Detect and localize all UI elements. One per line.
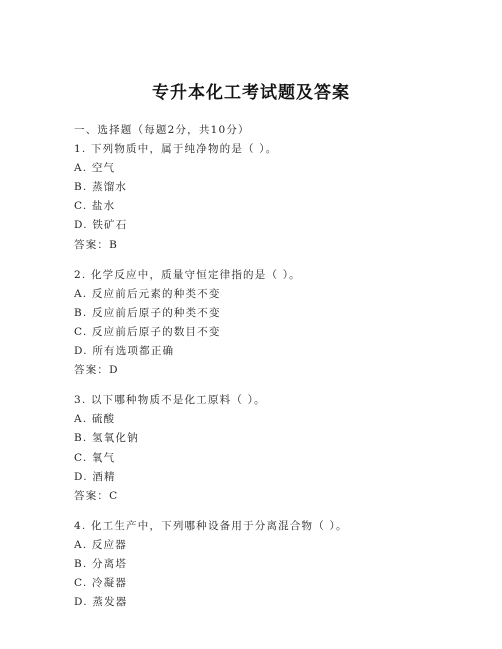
question-4-option-d: D. 蒸发器 bbox=[74, 596, 128, 609]
question-1-option-a: A. 空气 bbox=[74, 162, 116, 175]
question-1-stem: 1. 下列物质中，属于纯净物的是（ ）。 bbox=[74, 143, 278, 156]
spacer bbox=[74, 255, 474, 266]
spacer bbox=[74, 380, 474, 391]
question-2-stem: 2. 化学反应中，质量守恒定律指的是（ ）。 bbox=[74, 268, 301, 281]
question-1-option-d: D. 铁矿石 bbox=[74, 219, 128, 232]
question-4-option-a: A. 反应器 bbox=[74, 538, 127, 551]
question-3-option-c: C. 氧气 bbox=[74, 451, 116, 464]
question-2-answer: 答案：D bbox=[74, 364, 119, 377]
question-3-option-d: D. 酒精 bbox=[74, 470, 116, 483]
question-2-option-b: B. 反应前后原子的种类不变 bbox=[74, 306, 221, 319]
question-2-option-c: C. 反应前后原子的数目不变 bbox=[74, 325, 221, 338]
question-1-answer: 答案：B bbox=[74, 238, 119, 251]
document-title: 专升本化工考试题及答案 bbox=[152, 83, 350, 103]
question-1-option-b: B. 蒸馏水 bbox=[74, 181, 128, 194]
question-2-option-d: D. 所有选项都正确 bbox=[74, 345, 175, 358]
question-1-option-c: C. 盐水 bbox=[74, 200, 116, 213]
question-3-option-a: A. 硫酸 bbox=[74, 413, 116, 426]
spacer bbox=[74, 506, 474, 517]
question-4-stem: 4. 化工生产中，下列哪种设备用于分离混合物（ ）。 bbox=[74, 519, 348, 532]
question-3-answer: 答案：C bbox=[74, 489, 119, 502]
question-3-option-b: B. 氢氧化钠 bbox=[74, 432, 139, 445]
question-4-option-b: B. 分离塔 bbox=[74, 557, 128, 570]
question-3-stem: 3. 以下哪种物质不是化工原料（ ）。 bbox=[74, 394, 266, 407]
question-4-option-c: C. 冷凝器 bbox=[74, 577, 128, 590]
section-heading: 一、选择题（每题2分，共10分） bbox=[74, 124, 250, 136]
document-body bbox=[74, 121, 474, 612]
question-2-option-a: A. 反应前后元素的种类不变 bbox=[74, 287, 221, 300]
